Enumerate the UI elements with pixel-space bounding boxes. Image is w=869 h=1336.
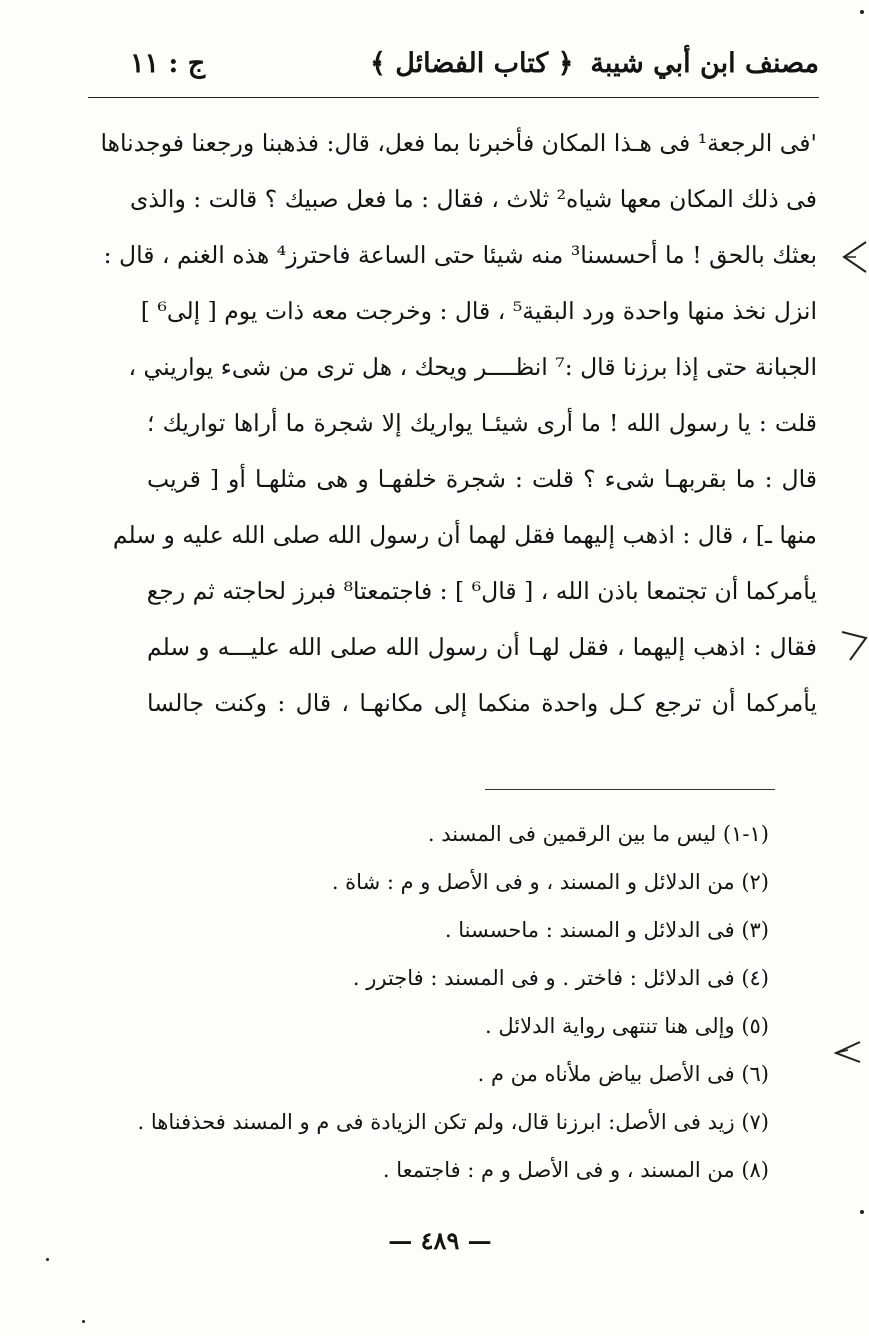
footnote-3: (٣) فى الدلائل و المسند : ماحسسنا .	[444, 918, 769, 942]
scan-speck	[46, 1258, 49, 1261]
footnote-7: (٧) زيد فى الأصل: ابرزنا قال، ولم تكن الزيادة فى م و المسند فحذفناها .	[137, 1110, 769, 1134]
scan-speck	[860, 1210, 864, 1214]
body-line-9: يأمركما أن تجتمعا باذن الله ، [ قال⁶ ] : فاجتمعتا⁸ فبرز لحاجته ثم رجع	[146, 577, 817, 605]
body-line-2: فى ذلك المكان معها شياه² ثلاث ، فقال : ما فعل صبيك ؟ قالت : والذى	[130, 185, 817, 213]
header-rule	[88, 97, 819, 98]
footnote-8: (٨) من المسند ، و فى الأصل و م : فاجتمعا .	[382, 1158, 769, 1182]
scan-speck	[860, 10, 864, 14]
footnote-1: (١-١) ليس ما بين الرقمين فى المسند .	[427, 822, 769, 846]
book-title: مصنف ابن أبي شيبة	[590, 48, 819, 79]
margin-mark-icon	[832, 1036, 862, 1070]
body-line-10: فقال : اذهب إليهما ، فقل لهـا أن رسول الله صلى الله عليـــه و سلم	[147, 633, 817, 661]
body-line-1: 'فى الرجعة¹ فى هـذا المكان فأخبرنا بما فعل، قال: فذهبنا ورجعنا فوجدناها	[100, 129, 817, 157]
section-title: ﴿ كتاب الفضائل ﴾	[370, 48, 574, 79]
footnote-5: (٥) وإلى هنا تنتهى رواية الدلائل .	[485, 1014, 769, 1038]
body-line-11: يأمركما أن ترجع كـل واحدة منكما إلى مكانهـا ، قال : وكنت جالسا	[147, 689, 817, 717]
body-line-5: الجبانة حتى إذا برزنا قال :⁷ انظــــر ويحك ، هل ترى من شىء يواريني ،	[128, 353, 817, 381]
margin-mark-icon	[838, 240, 868, 274]
body-line-4: انزل نخذ منها واحدة ورد البقية⁵ ، قال : وخرجت معه ذات يوم [ إلى⁶ ]	[140, 297, 817, 325]
footnote-rule	[485, 789, 775, 790]
footnote-6: (٦) فى الأصل بياض ملأناه من م .	[477, 1062, 769, 1086]
volume-number: ج : ١١	[130, 48, 206, 79]
scan-speck	[82, 1320, 85, 1323]
footnote-4: (٤) فى الدلائل : فاختر . و فى المسند : فاجترر .	[352, 966, 769, 990]
margin-mark-icon	[838, 628, 868, 662]
body-line-8: منها ـ] ، قال : اذهب إليهما فقل لهما أن رسول الله صلى الله عليه و سلم	[112, 521, 817, 549]
body-line-3: بعثك بالحق ! ما أحسسنا³ منه شيئا حتى الساعة فاحترز⁴ هذه الغنم ، قال :	[103, 241, 817, 269]
page-number: — ٤٨٩ —	[388, 1226, 492, 1255]
footnote-2: (٢) من الدلائل و المسند ، و فى الأصل و م : شاة .	[331, 870, 769, 894]
body-line-6: قلت : يا رسول الله ! ما أرى شيئـا يواريك إلا شجرة ما أراها تواريك ؛	[147, 409, 817, 437]
body-line-7: قال : ما بقربهـا شىء ؟ قلت : شجرة خلفهـا و هى مثلهـا أو [ قريب	[147, 465, 817, 493]
